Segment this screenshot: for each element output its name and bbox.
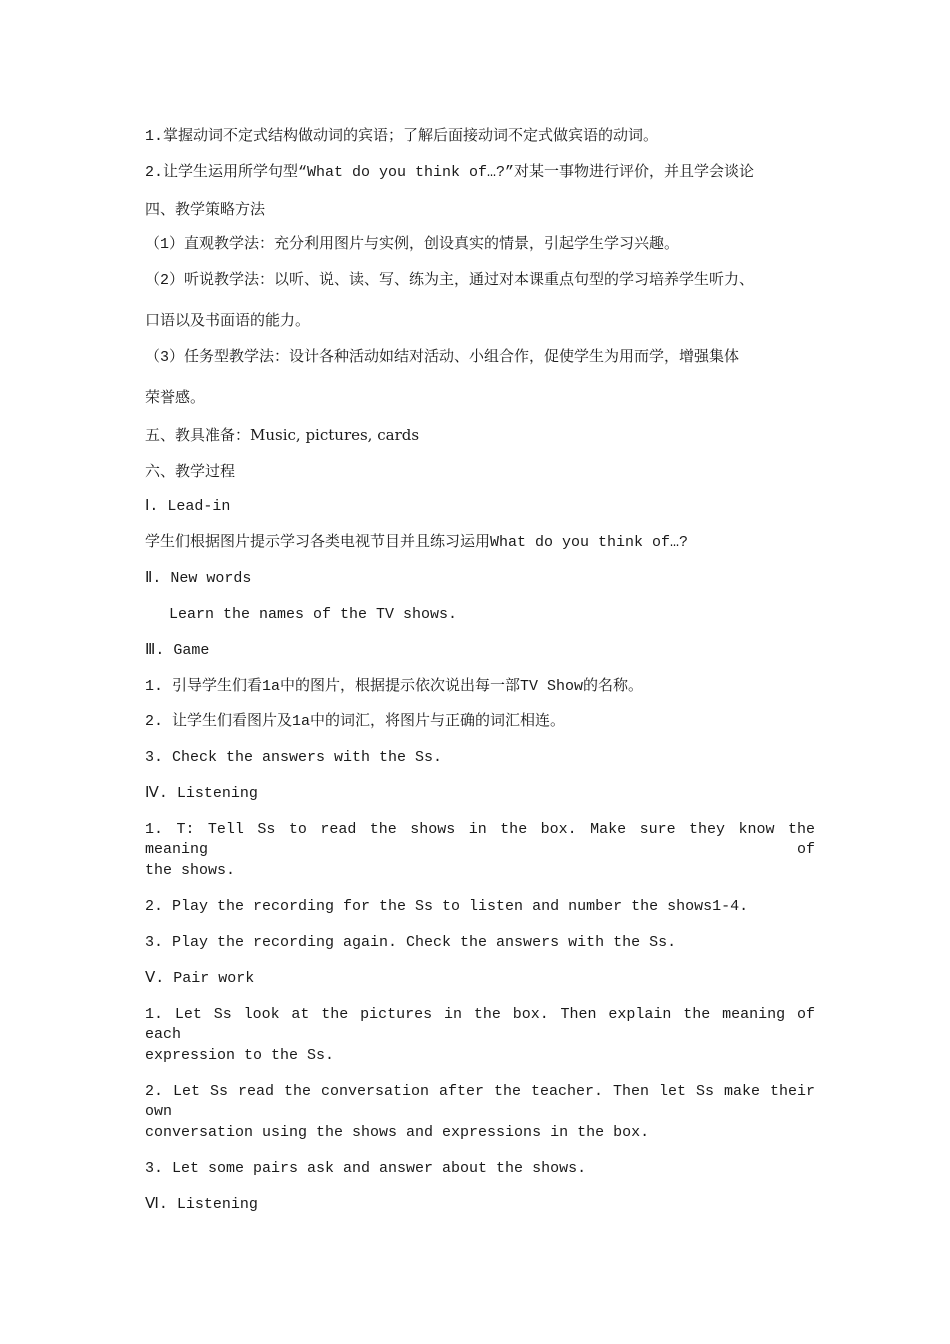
lead-in-text: 学生们根据图片提示学习各类电视节目并且练习运用What do you think of…? [145, 534, 689, 551]
strategy-2-continued: 口语以及书面语的能力。 [145, 313, 311, 330]
pair-work-item-2: 2. Let Ss read the conversation after the teacher. Then let Ss make their own [145, 1083, 815, 1120]
game-item-2: 2. 让学生们看图片及1a中的词汇，将图片与正确的词汇相连。 [145, 713, 566, 730]
step-heading-listening-1: Ⅳ. Listening [145, 785, 258, 802]
objective-2: 2.让学生运用所学句型“What do you think of…?”对某一事物进行评价，并且学会谈论 [145, 164, 755, 181]
pair-work-item-1: 1. Let Ss look at the pictures in the box. Then explain the meaning of each [145, 1006, 815, 1043]
objective-1: 1.掌握动词不定式结构做动词的宾语；了解后面接动词不定式做宾语的动词。 [145, 128, 659, 145]
strategy-3: （3）任务型教学法：设计各种活动如结对活动、小组合作，促使学生为用而学，增强集体 [145, 349, 740, 366]
pair-work-item-2-continued: conversation using the shows and expressions in the box. [145, 1124, 650, 1141]
game-item-1: 1. 引导学生们看1a中的图片，根据提示依次说出每一部TV Show的名称。 [145, 678, 644, 695]
pair-work-item-1-continued: expression to the Ss. [145, 1047, 335, 1064]
game-item-3: 3. Check the answers with the Ss. [145, 749, 443, 766]
listening-item-2: 2. Play the recording for the Ss to listen and number the shows1-4. [145, 898, 749, 915]
section-heading-strategies: 四、教学策略方法 [145, 200, 266, 218]
new-words-text: Learn the names of the TV shows. [169, 606, 458, 623]
strategy-2: （2）听说教学法：以听、说、读、写、练为主，通过对本课重点句型的学习培养学生听力、 [145, 272, 755, 289]
step-heading-listening-2: Ⅵ. Listening [145, 1196, 258, 1213]
section-heading-materials: 五、教具准备：Music, pictures, cards [145, 426, 420, 444]
strategy-3-continued: 荣誉感。 [145, 390, 206, 407]
listening-item-1: 1. T: Tell Ss to read the shows in the box. Make sure they know the meaning of [145, 821, 815, 858]
step-heading-lead-in: Ⅰ. Lead-in [145, 498, 231, 515]
listening-item-3: 3. Play the recording again. Check the answers with the Ss. [145, 934, 677, 951]
step-heading-game: Ⅲ. Game [145, 642, 210, 659]
listening-item-1-continued: the shows. [145, 862, 236, 879]
step-heading-new-words: Ⅱ. New words [145, 570, 252, 587]
pair-work-item-3: 3. Let some pairs ask and answer about the shows. [145, 1160, 587, 1177]
section-heading-process: 六、教学过程 [145, 462, 236, 480]
strategy-1: （1）直观教学法：充分利用图片与实例，创设真实的情景，引起学生学习兴趣。 [145, 236, 680, 253]
step-heading-pair-work: Ⅴ. Pair work [145, 970, 255, 987]
